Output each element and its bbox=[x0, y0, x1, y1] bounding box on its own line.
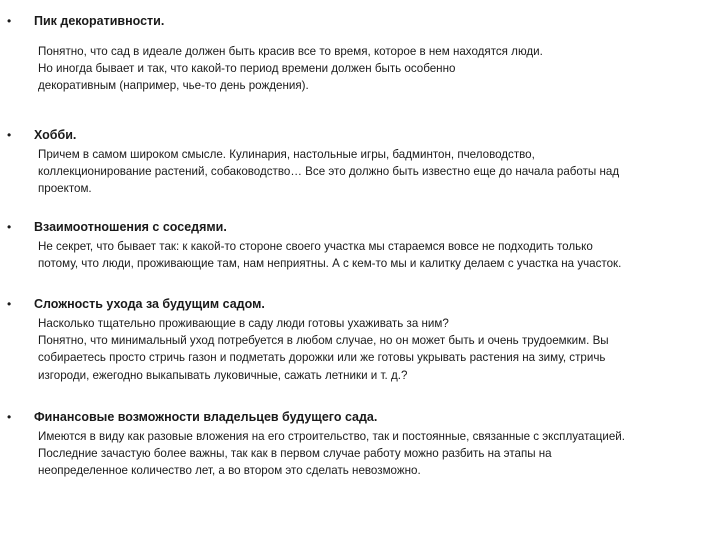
body-line: Но иногда бывает и так, что какой-то период времени должен быть особенно bbox=[38, 62, 456, 76]
section-body bbox=[38, 238, 698, 272]
section-heading: Хобби. bbox=[34, 128, 77, 142]
bullet-icon: • bbox=[7, 128, 12, 142]
body-line: Понятно, что сад в идеале должен быть красив все то время, которое в нем находятся люди. bbox=[38, 45, 543, 58]
body-line: потому, что люди, проживающие там, нам неприятны. А с кем-то мы и калитку делаем с участка на участок. bbox=[38, 257, 622, 271]
body-line: Имеются в виду как разовые вложения на его строительство, так и постоянные, связанные с эксплуатацией. bbox=[38, 430, 625, 443]
bullet-icon: • bbox=[7, 410, 12, 424]
body-line: Понятно, что минимальный уход потребуется в любом случае, но он может быть и очень трудоемким. Вы bbox=[38, 334, 609, 348]
section-heading: Финансовые возможности владельцев будущего сада. bbox=[34, 410, 378, 424]
body-line: неопределенное количество лет, а во втором это сделать невозможно. bbox=[38, 464, 421, 478]
section-heading: Пик декоративности. bbox=[34, 14, 165, 28]
body-line: коллекционирование растений, собаководство… Все это должно быть известно еще до начала работы над bbox=[38, 165, 620, 179]
body-line: Последние зачастую более важны, так как в первом случае работу можно разбить на этапы на bbox=[38, 447, 552, 461]
body-line: изгороди, ежегодно выкапывать луковичные, сажать летники и т. д.? bbox=[38, 368, 408, 382]
section-heading: Взаимоотношения с соседями. bbox=[34, 220, 227, 234]
section-body bbox=[38, 43, 698, 95]
section-body bbox=[38, 315, 698, 384]
body-line: собираетесь просто стричь газон и подметать дорожки или же готовы укрывать растения на зиму, стричь bbox=[38, 351, 606, 365]
bullet-icon: • bbox=[7, 220, 12, 234]
section-body bbox=[38, 428, 698, 480]
section-body bbox=[38, 146, 698, 198]
bullet-icon: • bbox=[7, 297, 12, 311]
bullet-icon: • bbox=[7, 14, 12, 28]
body-line: Насколько тщательно проживающие в саду люди готовы ухаживать за ним? bbox=[38, 317, 449, 330]
body-line: Не секрет, что бывает так: к какой-то стороне своего участка мы стараемся вовсе не подходить только bbox=[38, 240, 593, 253]
section-heading: Сложность ухода за будущим садом. bbox=[34, 297, 265, 311]
body-line: декоративным (например, чье-то день рождения). bbox=[38, 79, 309, 93]
body-line: Причем в самом широком смысле. Кулинария, настольные игры, бадминтон, пчеловодство, bbox=[38, 148, 535, 161]
body-line: проектом. bbox=[38, 182, 92, 196]
